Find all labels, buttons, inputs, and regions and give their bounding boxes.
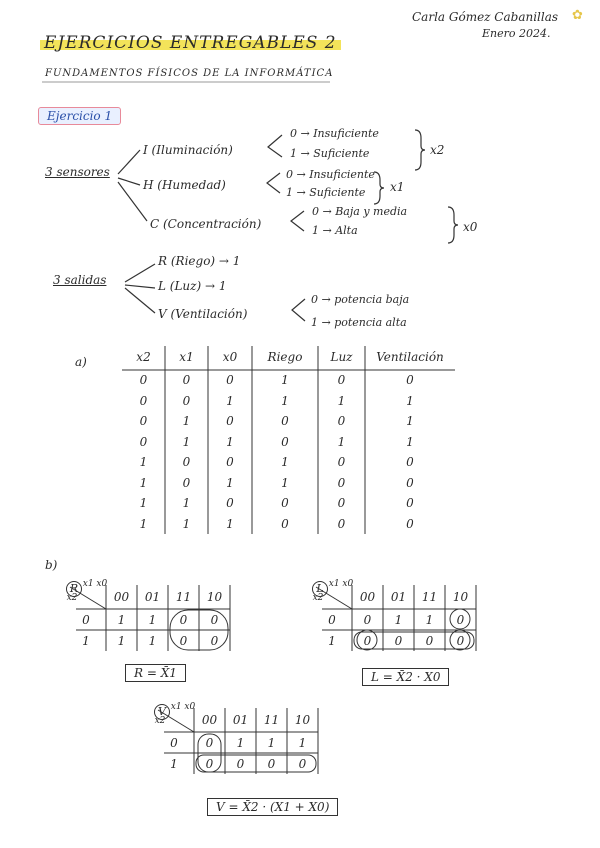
kmap-cell-1-0: 0 bbox=[363, 634, 372, 648]
kmap-col-00: 00 bbox=[359, 590, 376, 604]
kmap-cell-1-2: 0 bbox=[267, 757, 276, 771]
kmap-corner-top: x1 x0 bbox=[82, 579, 108, 589]
kmap-cell-1-2: 0 bbox=[179, 634, 188, 648]
table-header-4: Luz bbox=[330, 350, 353, 364]
table-cell-2-1: 1 bbox=[182, 414, 191, 428]
table-cell-0-4: 0 bbox=[337, 373, 346, 387]
table-header-3: Riego bbox=[267, 350, 303, 364]
table-cell-1-2: 1 bbox=[226, 393, 234, 408]
table-cell-6-4: 0 bbox=[337, 496, 346, 510]
page-title: EJERCICIOS ENTREGABLES 2 bbox=[40, 33, 341, 53]
table-cell-6-0: 1 bbox=[139, 496, 148, 510]
kmap-row-0: 0 bbox=[328, 613, 336, 627]
table-cell-0-1: 0 bbox=[182, 373, 191, 387]
output-l: L (Luz) → 1 bbox=[158, 279, 227, 293]
part-a-label: a) bbox=[75, 355, 87, 369]
kmap-cell-0-0: 0 bbox=[205, 736, 214, 750]
kmap-cell-0-3: 1 bbox=[298, 736, 307, 750]
table-cell-5-4: 0 bbox=[337, 475, 346, 490]
table-cell-2-4: 0 bbox=[337, 414, 346, 428]
sensor-c-opt1: 1 → Alta bbox=[312, 224, 358, 237]
kmap-cell-0-0: 1 bbox=[117, 613, 126, 627]
table-cell-3-2: 1 bbox=[226, 434, 234, 449]
flower-doodle-icon: ✿ bbox=[572, 8, 583, 23]
table-cell-3-0: 0 bbox=[139, 434, 148, 449]
kmap-corner-left: x2 bbox=[154, 716, 166, 726]
table-cell-7-1: 1 bbox=[182, 516, 191, 531]
kmap-col-10: 10 bbox=[206, 590, 223, 604]
kmap-cell-0-1: 1 bbox=[236, 736, 245, 750]
sensors-label: 3 sensores bbox=[45, 165, 110, 179]
kmap-cell-1-1: 1 bbox=[148, 634, 157, 648]
kmap-cell-1-2: 0 bbox=[425, 634, 434, 648]
table-cell-1-5: 1 bbox=[406, 393, 414, 408]
kmap-col-11: 11 bbox=[421, 590, 438, 604]
kmap-col-11: 11 bbox=[175, 590, 192, 604]
table-header-1: x1 bbox=[179, 350, 194, 364]
table-cell-5-1: 0 bbox=[182, 475, 191, 490]
table-cell-7-0: 1 bbox=[139, 516, 148, 531]
part-b-label: b) bbox=[45, 558, 58, 572]
kmap-corner-top: x1 x0 bbox=[170, 702, 196, 712]
output-v-opt1: 1 → potencia alta bbox=[311, 316, 407, 329]
table-cell-3-5: 1 bbox=[406, 434, 414, 449]
kmap-cell-1-0: 0 bbox=[205, 757, 214, 771]
table-cell-4-1: 0 bbox=[182, 455, 191, 469]
date: Enero 2024. bbox=[482, 27, 551, 40]
sensor-i-name: I (Iluminación) bbox=[143, 143, 233, 157]
sensor-i-var: x2 bbox=[430, 143, 445, 157]
table-cell-1-0: 0 bbox=[139, 393, 148, 408]
kmap-cell-0-2: 1 bbox=[267, 736, 276, 750]
kmap-cell-0-2: 0 bbox=[179, 613, 188, 627]
author-name: Carla Gómez Cabanillas bbox=[412, 10, 559, 24]
table-cell-5-5: 0 bbox=[406, 475, 414, 490]
table-cell-1-3: 1 bbox=[281, 393, 289, 408]
kmap-col-01: 01 bbox=[390, 590, 407, 604]
table-cell-1-4: 1 bbox=[337, 393, 346, 408]
output-v-opt0: 0 → potencia baja bbox=[311, 293, 410, 306]
table-cell-0-5: 0 bbox=[406, 373, 414, 387]
kmap-col-01: 01 bbox=[144, 590, 161, 604]
kmap-col-11: 11 bbox=[263, 713, 280, 727]
table-cell-0-3: 1 bbox=[281, 373, 289, 387]
table-header-0: x2 bbox=[136, 350, 151, 364]
table-cell-7-3: 0 bbox=[281, 516, 289, 531]
kmap-cell-0-1: 1 bbox=[148, 613, 157, 627]
output-r: R (Riego) → 1 bbox=[158, 254, 241, 268]
kmap-col-01: 01 bbox=[232, 713, 249, 727]
table-cell-5-3: 1 bbox=[281, 475, 289, 490]
table-cell-4-0: 1 bbox=[139, 455, 148, 469]
table-header-5: Ventilación bbox=[376, 350, 444, 364]
kmap-diagonal bbox=[316, 587, 352, 609]
kmap-row-1: 1 bbox=[170, 757, 178, 771]
table-cell-6-2: 0 bbox=[226, 496, 234, 510]
kmap-cell-1-3: 0 bbox=[456, 634, 465, 648]
kmap-cell-1-1: 0 bbox=[394, 634, 403, 648]
sensor-c-name: C (Concentración) bbox=[150, 217, 262, 231]
kmap-corner-left: x2 bbox=[66, 593, 78, 603]
kmap-col-10: 10 bbox=[452, 590, 469, 604]
kmap-row-0: 0 bbox=[170, 736, 178, 750]
table-cell-3-1: 1 bbox=[182, 434, 191, 449]
kmap-col-00: 00 bbox=[113, 590, 130, 604]
kmap-corner-top: x1 x0 bbox=[328, 579, 354, 589]
kmap-cell-0-3: 0 bbox=[456, 613, 465, 627]
table-cell-4-5: 0 bbox=[406, 455, 414, 469]
table-cell-2-0: 0 bbox=[139, 414, 148, 428]
kmap-col-10: 10 bbox=[294, 713, 311, 727]
table-cell-2-2: 0 bbox=[226, 414, 234, 428]
sensor-c-var: x0 bbox=[463, 220, 478, 234]
kmap-l-group-b bbox=[450, 609, 470, 629]
table-cell-1-1: 0 bbox=[182, 393, 191, 408]
table-cell-4-2: 0 bbox=[226, 455, 234, 469]
table-cell-3-4: 1 bbox=[337, 434, 346, 449]
table-cell-7-4: 0 bbox=[337, 516, 346, 531]
table-cell-3-3: 0 bbox=[281, 434, 289, 449]
kmap-diagonal bbox=[70, 587, 106, 609]
output-v: V (Ventilación) bbox=[158, 307, 248, 321]
kmap-l-name: L bbox=[312, 581, 328, 597]
page-subtitle: FUNDAMENTOS FÍSICOS DE LA INFORMÁTICA bbox=[45, 68, 334, 79]
kmap-row-1: 1 bbox=[82, 634, 90, 648]
kmap-col-00: 00 bbox=[201, 713, 218, 727]
kmap-row-0: 0 bbox=[82, 613, 90, 627]
kmap-cell-0-3: 0 bbox=[210, 613, 219, 627]
table-cell-2-5: 1 bbox=[406, 414, 414, 428]
outputs-label: 3 salidas bbox=[53, 273, 107, 287]
kmap-cell-1-3: 0 bbox=[298, 757, 307, 771]
table-cell-5-2: 1 bbox=[226, 475, 234, 490]
sensor-i-opt1: 1 → Suficiente bbox=[290, 147, 370, 160]
sensor-h-opt1: 1 → Suficiente bbox=[286, 186, 366, 199]
kmap-l-group-c bbox=[450, 630, 470, 650]
result-l: L = X̄2 · X0 bbox=[362, 668, 449, 686]
sensor-h-opt0: 0 → Insuficiente bbox=[286, 168, 375, 181]
table-cell-6-5: 0 bbox=[406, 496, 414, 510]
sensor-c-opt0: 0 → Baja y media bbox=[312, 205, 408, 218]
kmap-cell-1-0: 1 bbox=[117, 634, 126, 648]
sensor-i-opt0: 0 → Insuficiente bbox=[290, 127, 379, 140]
table-cell-6-3: 0 bbox=[281, 496, 289, 510]
kmap-cell-0-1: 1 bbox=[394, 613, 403, 627]
kmap-cell-1-1: 0 bbox=[236, 757, 245, 771]
table-header-2: x0 bbox=[222, 350, 238, 364]
kmap-row-1: 1 bbox=[328, 634, 336, 648]
kmap-diagonal bbox=[158, 710, 194, 732]
kmap-l-group-a bbox=[357, 630, 377, 650]
result-v: V = X̄2 · (X1 + X0) bbox=[207, 798, 338, 816]
result-r: R = X̄1 bbox=[125, 664, 186, 682]
kmap-v-name: V bbox=[154, 704, 170, 720]
table-cell-0-0: 0 bbox=[139, 373, 148, 387]
kmap-cell-0-0: 0 bbox=[363, 613, 372, 627]
sensor-h-var: x1 bbox=[390, 180, 405, 194]
table-cell-6-1: 1 bbox=[182, 496, 191, 510]
table-cell-4-4: 0 bbox=[337, 455, 346, 469]
sensor-h-name: H (Humedad) bbox=[143, 178, 226, 192]
kmap-corner-left: x2 bbox=[312, 593, 324, 603]
table-cell-2-3: 0 bbox=[281, 414, 289, 428]
kmap-r-name: R bbox=[66, 581, 82, 597]
table-cell-4-3: 1 bbox=[281, 455, 289, 469]
table-cell-7-2: 1 bbox=[226, 516, 234, 531]
kmap-cell-0-2: 1 bbox=[425, 613, 434, 627]
table-cell-0-2: 0 bbox=[226, 373, 234, 387]
kmap-cell-1-3: 0 bbox=[210, 634, 219, 648]
table-cell-5-0: 1 bbox=[139, 475, 148, 490]
table-cell-7-5: 0 bbox=[406, 516, 414, 531]
exercise-label: Ejercicio 1 bbox=[38, 107, 121, 125]
